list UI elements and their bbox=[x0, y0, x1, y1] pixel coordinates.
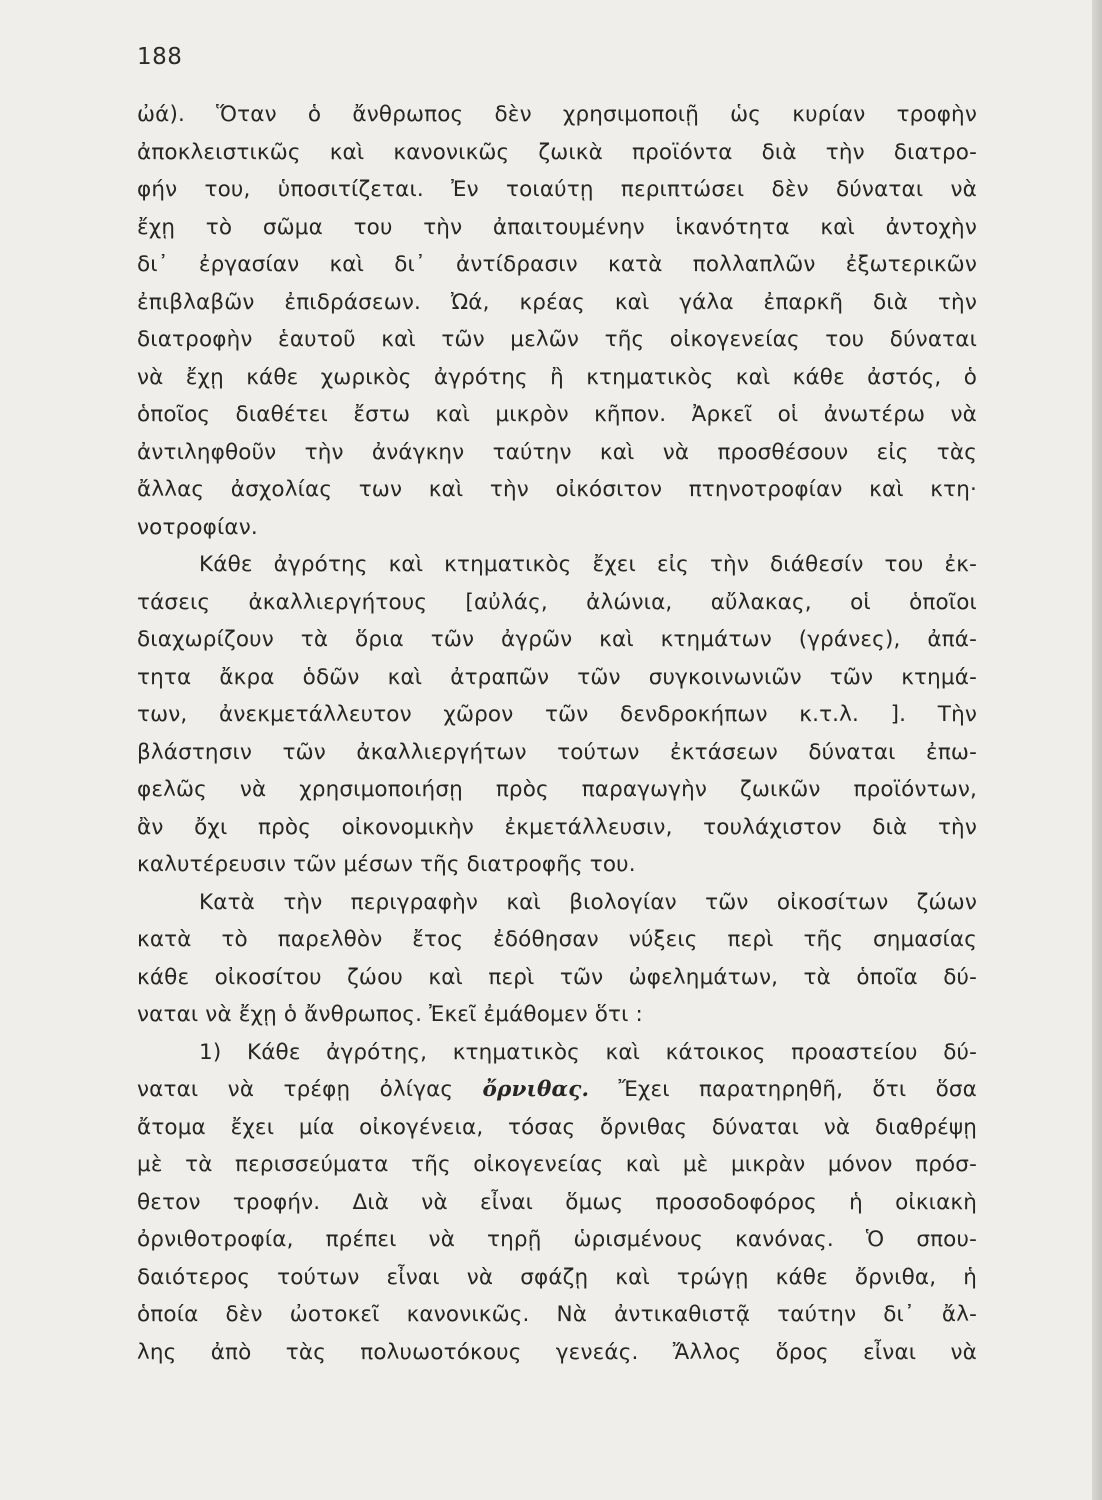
text-line: δαιότερος τούτων εἶναι νὰ σφάζῃ καὶ τρώγῃ κάθε ὄρνιθα, ἡ bbox=[137, 1264, 977, 1290]
text-line: διαχωρίζουν τὰ ὅρια τῶν ἀγρῶν καὶ κτημάτων (γράνες), ἀπά- bbox=[137, 627, 977, 652]
text-line: ὁποία δὲν ὠοτοκεῖ κανονικῶς. Νὰ ἀντικαθιστᾷ ταύτην δι᾽ ἄλ- bbox=[137, 1302, 977, 1327]
text-line: τητα ἄκρα ὁδῶν καὶ ἀτραπῶν τῶν συγκοινωνιῶν τῶν κτημά- bbox=[137, 664, 977, 690]
text-line: νοτροφίαν. bbox=[137, 514, 258, 540]
text-line: δι᾽ ἐργασίαν καὶ δι᾽ ἀντίδρασιν κατὰ πολλαπλῶν ἐξωτερικῶν bbox=[137, 252, 977, 277]
text-fragment: ναται νὰ τρέφῃ ὀλίγας bbox=[137, 1077, 483, 1102]
text-line: ἀντιληφθοῦν τὴν ἀνάγκην ταύτην καὶ νὰ προσθέσουν εἰς τὰς bbox=[137, 439, 977, 465]
text-line: καλυτέρευσιν τῶν μέσων τῆς διατροφῆς του. bbox=[137, 852, 636, 877]
text-line: λης ἀπὸ τὰς πολυωοτόκους γενεάς. Ἄλλος ὅρος εἶναι νὰ bbox=[137, 1339, 977, 1365]
body-text bbox=[137, 96, 977, 1371]
text-line: διατροφὴν ἑαυτοῦ καὶ τῶν μελῶν τῆς οἰκογενείας του δύναται bbox=[137, 327, 977, 352]
text-line: φήν του, ὑποσιτίζεται. Ἐν τοιαύτῃ περιπτώσει δὲν δύναται νὰ bbox=[137, 177, 977, 202]
text-line: ἂν ὄχι πρὸς οἰκονομικὴν ἐκμετάλλευσιν, τουλάχιστον διὰ τὴν bbox=[137, 814, 977, 840]
emphasized-term: ὄρνιθας. bbox=[482, 1077, 590, 1102]
text-line: των, ἀνεκμετάλλευτον χῶρον τῶν δενδροκήπων κ.τ.λ. ]. Τὴν bbox=[137, 702, 977, 727]
text-line bbox=[137, 1071, 977, 1109]
text-line: ἔχῃ τὸ σῶμα του τὴν ἀπαιτουμένην ἱκανότητα καὶ ἀντοχὴν bbox=[137, 214, 977, 240]
text-fragment: Ἔχει παρατηρηθῆ, ὅτι ὅσα bbox=[589, 1077, 977, 1102]
text-line: κάθε οἰκοσίτου ζώου καὶ περὶ τῶν ὠφελημάτων, τὰ ὁποῖα δύ- bbox=[137, 964, 977, 990]
page-number: 188 bbox=[137, 44, 183, 70]
text-line: κατὰ τὸ παρελθὸν ἔτος ἐδόθησαν νύξεις περὶ τῆς σημασίας bbox=[137, 927, 977, 952]
text-line: ἄτομα ἔχει μία οἰκογένεια, τόσας ὄρνιθας δύναται νὰ διαθρέψῃ bbox=[137, 1114, 977, 1140]
text-line: ἀποκλειστικῶς καὶ κανονικῶς ζωικὰ προϊόντα διὰ τὴν διατρο- bbox=[137, 139, 977, 165]
text-line: ὠά). Ὅταν ὁ ἄνθρωπος δὲν χρησιμοποιῇ ὡς κυρίαν τροφὴν bbox=[137, 102, 977, 127]
page-edge-shadow bbox=[1092, 0, 1102, 1500]
text-line: νὰ ἔχῃ κάθε χωρικὸς ἀγρότης ἢ κτηματικὸς καὶ κάθε ἀστός, ὁ bbox=[137, 364, 977, 390]
text-line: τάσεις ἀκαλλιεργήτους [αὐλάς, ἀλώνια, αὔλακας, οἱ ὁποῖοι bbox=[137, 589, 977, 615]
text-line: ὀρνιθοτροφία, πρέπει νὰ τηρῇ ὡρισμένους κανόνας. Ὁ σπου- bbox=[137, 1227, 977, 1252]
text-line: ἄλλας ἀσχολίας των καὶ τὴν οἰκόσιτον πτηνοτροφίαν καὶ κτη· bbox=[137, 477, 977, 502]
text-line: μὲ τὰ περισσεύματα τῆς οἰκογενείας καὶ μὲ μικρὰν μόνον πρόσ- bbox=[137, 1152, 977, 1177]
text-line: ὁποῖος διαθέτει ἔστω καὶ μικρὸν κῆπον. Ἀρκεῖ οἱ ἀνωτέρω νὰ bbox=[137, 402, 977, 427]
text-line: ἐπιβλαβῶν ἐπιδράσεων. Ὠά, κρέας καὶ γάλα ἐπαρκῆ διὰ τὴν bbox=[137, 289, 977, 315]
paragraph-start: Κάθε ἀγρότης καὶ κτηματικὸς ἔχει εἰς τὴν διάθεσίν του ἐκ- bbox=[199, 552, 977, 577]
text-line: βλάστησιν τῶν ἀκαλλιεργήτων τούτων ἐκτάσεων δύναται ἐπω- bbox=[137, 739, 977, 765]
text-line: θετον τροφήν. Διὰ νὰ εἶναι ὅμως προσοδοφόρος ἡ οἰκιακὴ bbox=[137, 1189, 977, 1215]
text-line: φελῶς νὰ χρησιμοποιήσῃ πρὸς παραγωγὴν ζωικῶν προϊόντων, bbox=[137, 777, 977, 802]
paragraph-start: Κατὰ τὴν περιγραφὴν καὶ βιολογίαν τῶν οἰκοσίτων ζώων bbox=[199, 889, 977, 915]
text-line: ναται νὰ ἔχῃ ὁ ἄνθρωπος. Ἐκεῖ ἐμάθομεν ὅτι : bbox=[137, 1002, 643, 1027]
numbered-item-start: 1) Κάθε ἀγρότης, κτηματικὸς καὶ κάτοικος προαστείου δύ- bbox=[199, 1039, 977, 1065]
